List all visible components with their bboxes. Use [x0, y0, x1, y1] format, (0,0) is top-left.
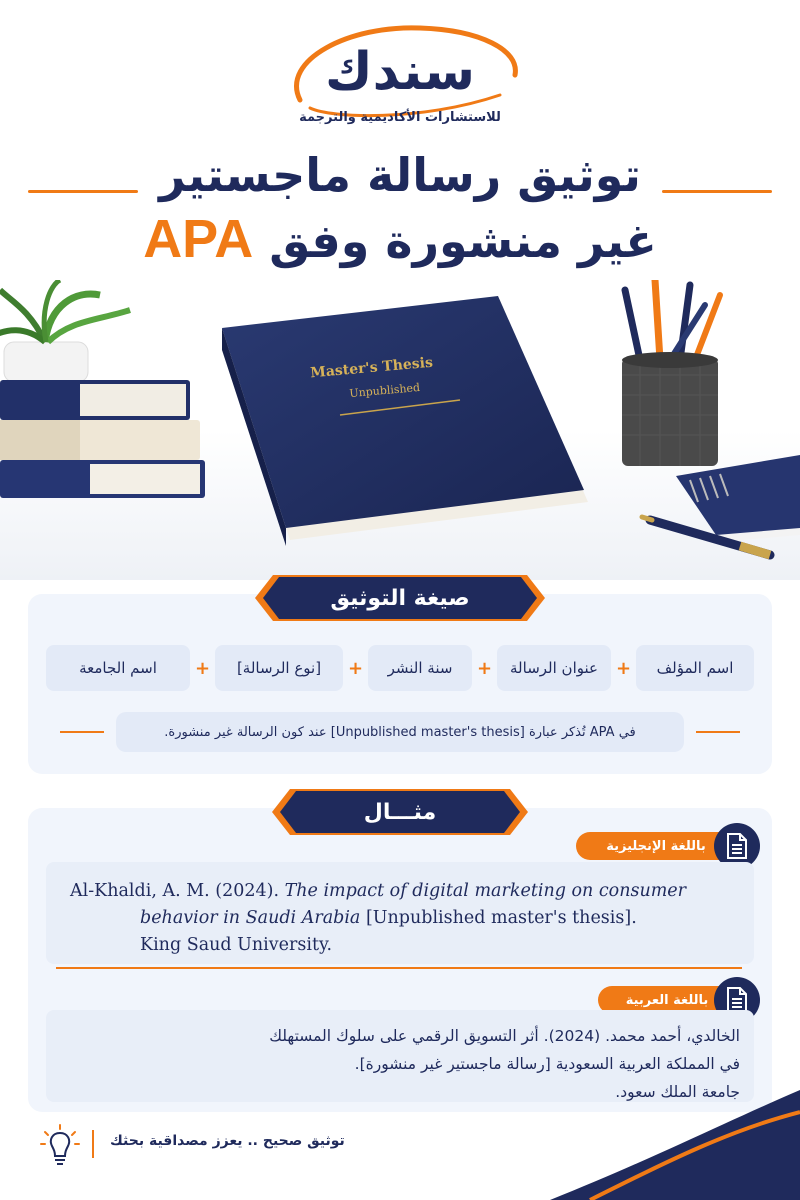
plus-separator: +: [476, 657, 493, 679]
footer-slogan: توثيق صحيح .. يعزز مصداقية بحثك: [110, 1133, 345, 1149]
formula-item-year: سنة النشر: [368, 645, 472, 691]
plus-separator: +: [194, 657, 211, 679]
note-rule-right: [696, 731, 740, 733]
brand-logo: [270, 20, 530, 130]
formula-item-type: [نوع الرسالة]: [215, 645, 343, 691]
english-ref-line1: [70, 878, 730, 905]
english-tag: باللغة الإنجليزية: [576, 832, 736, 860]
formula-item-title: عنوان الرسالة: [497, 645, 611, 691]
lightbulb-icon: [40, 1124, 80, 1172]
format-heading-banner: [255, 575, 545, 621]
thesis-book-icon: [222, 296, 588, 546]
book-subtitle: Unpublished: [348, 380, 421, 401]
arabic-tag: باللغة العربية: [598, 986, 736, 1014]
english-ref-line2: [70, 905, 730, 932]
book-title: Master's Thesis: [309, 354, 434, 382]
book-stack-icon: [0, 380, 205, 498]
english-reference: [70, 878, 730, 959]
format-heading: صيغة التوثيق: [330, 585, 470, 611]
example-divider: [56, 967, 742, 969]
format-formula: [46, 644, 754, 692]
plus-separator: +: [615, 657, 632, 679]
format-note: في APA تُذكر عبارة [Unpublished master's thesis] عند كون الرسالة غير منشورة.: [116, 712, 684, 752]
example-heading: مثـــال: [363, 799, 437, 825]
format-note-wrap: [60, 712, 740, 752]
plus-separator: +: [347, 657, 364, 679]
logo-tagline: للاستشارات الأكاديمية والترجمة: [299, 110, 501, 125]
corner-decoration: [550, 1090, 800, 1200]
ref-title-part2: behavior in Saudi Arabia: [140, 908, 361, 928]
formula-item-author: اسم المؤلف: [636, 645, 754, 691]
page-title-line2-text: غير منشورة وفق: [269, 214, 657, 268]
pen-holder-icon: [622, 280, 720, 466]
example-heading-banner: [272, 789, 528, 835]
ref-author-year: Al-Khaldi, A. M. (2024).: [70, 881, 285, 901]
english-ref-line3: King Saud University.: [140, 935, 333, 955]
formula-item-university: اسم الجامعة: [46, 645, 190, 691]
page-title-line1: توثيق رسالة ماجستير: [159, 148, 641, 202]
desk-illustration: [0, 280, 800, 580]
plant-icon: [0, 280, 130, 382]
note-rule-left: [60, 731, 104, 733]
page-title-highlight: APA: [143, 209, 254, 269]
logo-wordmark: سندك: [324, 42, 476, 102]
page-title-line2: [0, 208, 800, 270]
arabic-ref-line3: جامعة الملك سعود.: [615, 1083, 740, 1101]
arabic-ref-line2: في المملكة العربية السعودية [رسالة ماجستير غير منشورة].: [354, 1055, 740, 1073]
arabic-ref-line1: الخالدي، أحمد محمد. (2024). أثر التسويق الرقمي على سلوك المستهلك: [269, 1027, 740, 1045]
ref-type: [Unpublished master's thesis].: [360, 908, 637, 928]
ref-title-part1: The impact of digital marketing on consumer: [284, 881, 687, 901]
footer-separator: [92, 1130, 94, 1158]
